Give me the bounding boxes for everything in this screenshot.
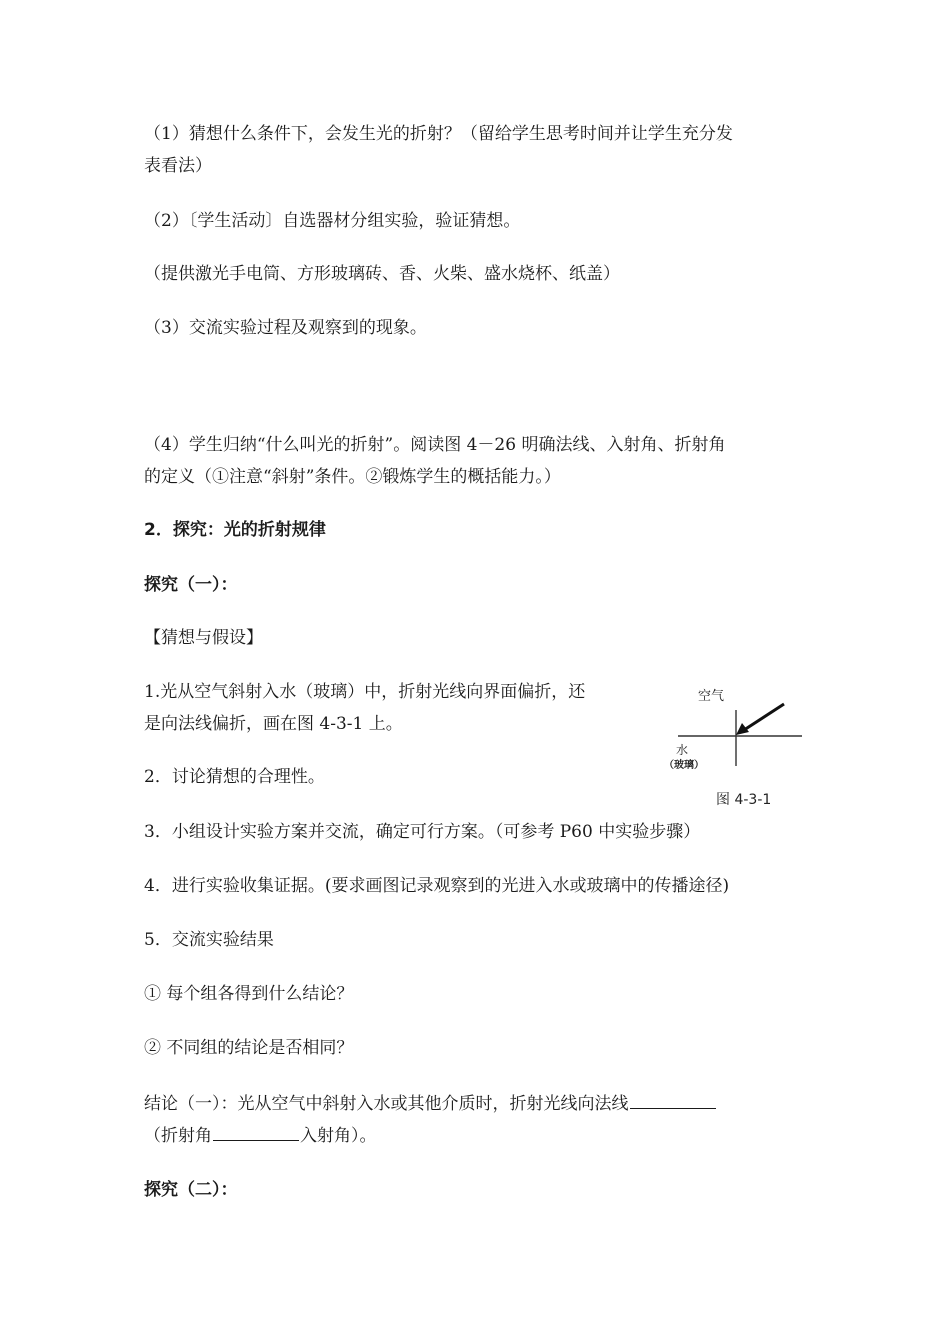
item-1-line-1: 1.光从空气斜射入水（玻璃）中，折射光线向界面偏折，还 xyxy=(144,682,586,702)
refraction-diagram xyxy=(660,674,810,814)
sub-question-2: ② 不同组的结论是否相同？ xyxy=(144,1038,354,1058)
incident-ray xyxy=(744,704,784,730)
glass-label: （玻璃） xyxy=(664,760,704,771)
conclusion-text-2: （折射角 xyxy=(144,1126,212,1146)
item-4: 4．进行实验收集证据。(要求画图记录观察到的光进入水或玻璃中的传播途径) xyxy=(144,876,730,896)
conclusion-line-1 xyxy=(144,1092,717,1116)
item-2: 2．讨论猜想的合理性。 xyxy=(144,767,325,787)
section-2-title: 2．探究：光的折射规律 xyxy=(144,520,326,540)
item-5: 5．交流实验结果 xyxy=(144,930,274,950)
item-1-line-2: 是向法线偏折，画在图 4-3-1 上。 xyxy=(144,714,403,734)
question-2: （2）〔学生活动〕自选器材分组实验，验证猜想。 xyxy=(144,211,521,231)
question-4-line-1: （4）学生归纳“什么叫光的折射”。阅读图 4－26 明确法线、入射角、折射角 xyxy=(144,435,726,455)
question-4-line-2: 的定义（①注意“斜射”条件。②锻炼学生的概括能力。） xyxy=(144,467,561,487)
question-1-line-1: （1）猜想什么条件下，会发生光的折射？（留给学生思考时间并让学生充分发 xyxy=(144,124,733,144)
sub-question-1: ① 每个组各得到什么结论？ xyxy=(144,984,354,1004)
refraction-figure xyxy=(660,674,810,814)
air-label: 空气 xyxy=(698,689,725,704)
explore-2-title: 探究（二）： xyxy=(144,1180,238,1200)
conclusion-text-3: 入射角）。 xyxy=(300,1126,377,1146)
item-3: 3．小组设计实验方案并交流，确定可行方案。（可参考 P60 中实验步骤） xyxy=(144,822,701,842)
question-1-line-2: 表看法） xyxy=(144,156,212,176)
conclusion-line-2 xyxy=(144,1124,377,1148)
water-label: 水 xyxy=(676,743,689,757)
answer-blank-2[interactable] xyxy=(213,1124,299,1141)
conclusion-text: 结论（一）：光从空气中斜射入水或其他介质时，折射光线向法线 xyxy=(144,1094,629,1114)
question-3: （3）交流实验过程及观察到的现象。 xyxy=(144,318,427,338)
figure-caption: 图 4-3-1 xyxy=(716,792,772,808)
materials-note: （提供激光手电筒、方形玻璃砖、香、火柴、盛水烧杯、纸盖） xyxy=(144,264,620,284)
explore-1-title: 探究（一）： xyxy=(144,575,238,595)
hypothesis-title: 【猜想与假设】 xyxy=(144,628,263,648)
answer-blank-1[interactable] xyxy=(630,1092,716,1109)
